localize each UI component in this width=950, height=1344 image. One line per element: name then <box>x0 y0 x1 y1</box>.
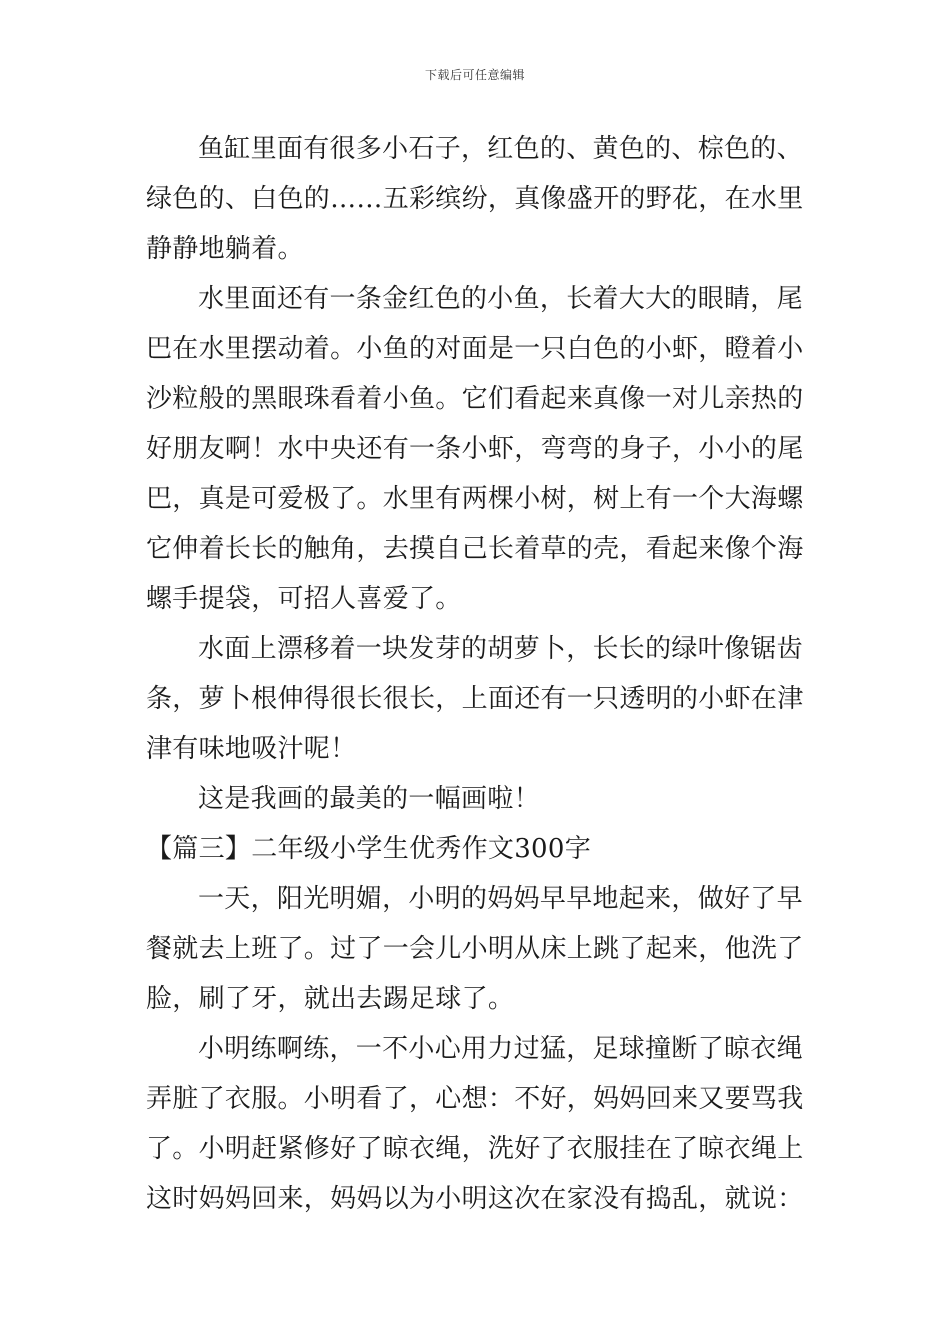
text-line: 水面上漂移着一块发芽的胡萝卜，长长的绿叶像锯齿 <box>198 634 803 664</box>
text-line: 【篇三】二年级小学生优秀作文300字 <box>146 834 592 864</box>
text-line: 小明练啊练，一不小心用力过猛，足球撞断了晾衣绳 <box>198 1034 803 1064</box>
text-line: 沙粒般的黑眼珠看着小鱼。它们看起来真像一对儿亲热的 <box>146 384 804 414</box>
text-line: 鱼缸里面有很多小石子，红色的、黄色的、棕色的、 <box>198 134 803 164</box>
text-line: 餐就去上班了。过了一会儿小明从床上跳了起来，他洗了 <box>146 934 804 964</box>
text-line: 绿色的、白色的……五彩缤纷，真像盛开的野花，在水里 <box>146 184 804 214</box>
text-line: 弄脏了衣服。小明看了，心想：不好，妈妈回来又要骂我 <box>146 1084 804 1114</box>
text-line: 螺手提袋，可招人喜爱了。 <box>146 584 462 614</box>
text-line: 好朋友啊！水中央还有一条小虾，弯弯的身子，小小的尾 <box>146 434 804 464</box>
text-line: 了。小明赶紧修好了晾衣绳，洗好了衣服挂在了晾衣绳上 <box>146 1134 804 1164</box>
text-line: 它伸着长长的触角，去摸自己长着草的壳，看起来像个海 <box>146 534 804 564</box>
text-line: 这时妈妈回来，妈妈以为小明这次在家没有捣乱，就说： <box>146 1184 804 1214</box>
text-line: 巴，真是可爱极了。水里有两棵小树，树上有一个大海螺 <box>146 484 804 514</box>
text-line: 条，萝卜根伸得很长很长，上面还有一只透明的小虾在津 <box>146 684 804 714</box>
text-line: 水里面还有一条金红色的小鱼，长着大大的眼睛，尾 <box>198 284 803 314</box>
text-line: 巴在水里摆动着。小鱼的对面是一只白色的小虾，瞪着小 <box>146 334 804 364</box>
page-header: 下载后可任意编辑 <box>424 68 525 82</box>
text-line: 脸，刷了牙，就出去踢足球了。 <box>146 984 515 1014</box>
text-line: 津有味地吸汁呢！ <box>146 734 357 764</box>
text-line: 这是我画的最美的一幅画啦！ <box>198 784 540 814</box>
text-line: 一天，阳光明媚，小明的妈妈早早地起来，做好了早 <box>198 884 803 914</box>
document-body <box>146 124 810 1224</box>
text-line: 静静地躺着。 <box>146 234 304 264</box>
